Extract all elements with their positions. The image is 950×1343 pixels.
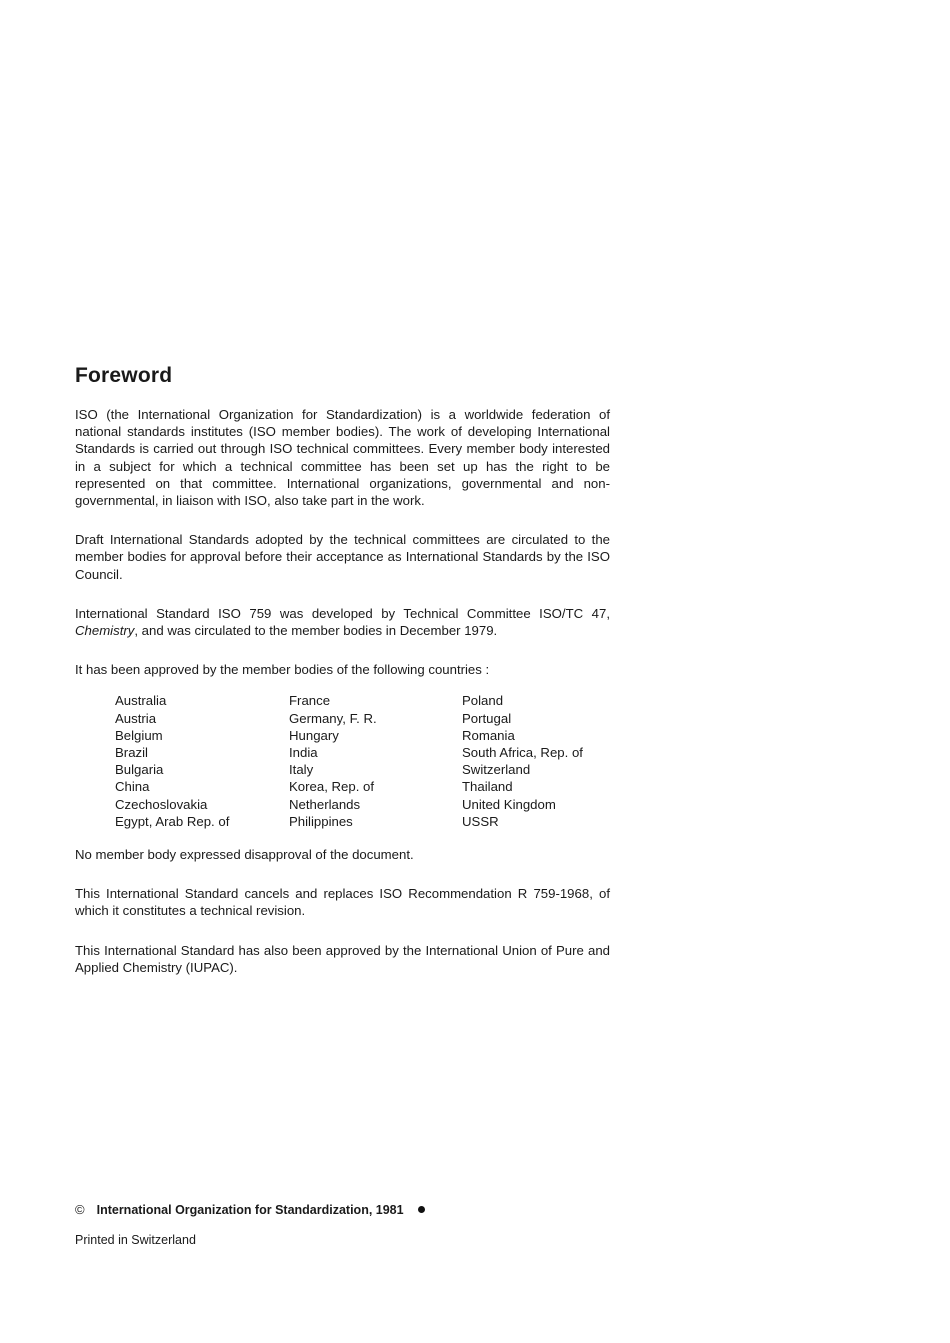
paragraph-draft-standards: Draft International Standards adopted by the technical committees are circulated to the member bodies for approval before their acceptance as International Standards by the ISO Council. [75,532,610,582]
page-footer [75,1202,425,1247]
copyright-text: International Organization for Standardization, 1981 [96,1202,404,1217]
paragraph-iupac-approval: This International Standard has also been approved by the International Union of Pure and Applied Chemistry (IUPAC). [75,942,610,975]
country-item: Australia [115,693,167,709]
copyright-icon: © [75,1202,85,1217]
printed-location: Printed in Switzerland [75,1233,196,1247]
country-item: Korea, Rep. of [289,779,375,795]
country-item: Poland [462,693,504,709]
country-item: India [289,745,318,761]
country-item: Thailand [462,779,513,795]
country-item: USSR [462,813,499,829]
country-item: Brazil [115,745,148,761]
document-body [75,362,610,998]
bullet-dot-icon [418,1206,425,1213]
paragraph-cancels-replaces: This International Standard cancels and replaces ISO Recommendation R 759-1968, of which it constitutes a technical revision. [75,886,610,919]
country-column-3 [462,692,622,830]
country-item: Bulgaria [115,762,164,778]
country-item: South Africa, Rep. of [462,745,583,761]
country-item: Philippines [289,813,353,829]
country-item: United Kingdom [462,796,556,812]
country-item: Switzerland [462,762,531,778]
development-text-suffix: , and was circulated to the member bodies in December 1979. [134,623,498,639]
country-item: Italy [289,762,314,778]
paragraph-approval-intro: It has been approved by the member bodies of the following countries : [75,662,490,678]
country-item: Netherlands [289,796,361,812]
page-title: Foreword [75,364,173,387]
paragraph-iso-intro: ISO (the International Organization for Standardization) is a worldwide federation of national standards institutes (ISO member bodies). The work of developing International Standards is carried out through ISO technical committees. Every member body interested in a subject for which a technical committee has been set up has the right to be represented on that committee. International organizations, governmental and non-governmental, in liaison with ISO, also take part in the work. [75,407,610,509]
development-text-prefix: International Standard ISO 759 was developed by Technical Committee ISO/TC 47, [75,605,610,621]
country-item: Romania [462,727,515,743]
country-item: China [115,779,150,795]
committee-name: Chemistry [75,623,135,639]
country-list [115,692,610,830]
country-item: Egypt, Arab Rep. of [115,813,230,829]
country-item: France [289,693,331,709]
paragraph-development [75,605,610,639]
country-column-2 [289,692,462,830]
country-column-1 [115,692,289,830]
country-item: Austria [115,710,157,726]
country-item: Germany, F. R. [289,710,377,726]
country-item: Czechoslovakia [115,796,208,812]
country-item: Belgium [115,727,163,743]
paragraph-no-disapproval: No member body expressed disapproval of the document. [75,847,414,863]
country-item: Portugal [462,710,512,726]
copyright-line [75,1202,425,1217]
country-item: Hungary [289,727,339,743]
